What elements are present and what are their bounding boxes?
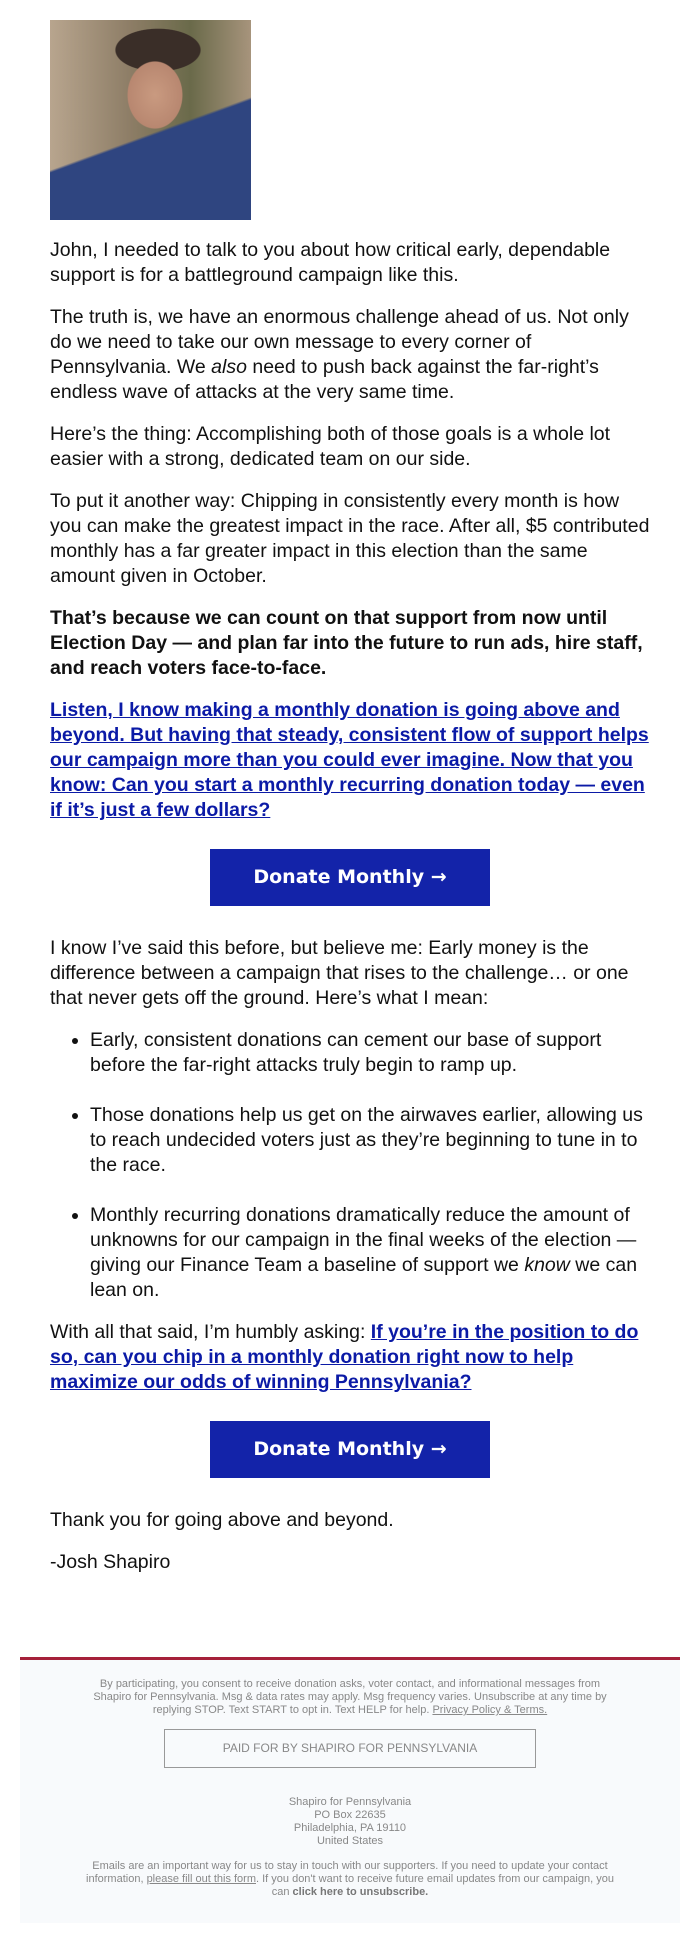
text: With all that said, I’m humbly asking: bbox=[50, 1321, 371, 1343]
list-item bbox=[90, 1203, 650, 1303]
text: . If you don't want to receive future email updates from our campaign, you can bbox=[256, 1873, 614, 1898]
bold-text: That’s because we can count on that support from now until Election Day — and plan far into the future to run ads, hire staff, and reach voters face-to-face. bbox=[50, 607, 643, 679]
privacy-policy-link[interactable]: Privacy Policy & Terms. bbox=[432, 1704, 548, 1716]
candidate-photo bbox=[50, 20, 251, 220]
text: we can lean on. bbox=[90, 1254, 638, 1301]
paid-for-box: PAID FOR BY SHAPIRO FOR PENNSYLVANIA bbox=[164, 1729, 536, 1768]
unsubscribe-link[interactable]: click here to unsubscribe. bbox=[292, 1886, 429, 1898]
emphasis: know bbox=[524, 1254, 570, 1276]
bullet-list bbox=[50, 1028, 650, 1303]
email-info bbox=[80, 1860, 620, 1899]
address-line: PO Box 22635 bbox=[314, 1809, 386, 1821]
paragraph: Here’s the thing: Accomplishing both of those goals is a whole lot easier with a strong, dedicated team on our side. bbox=[50, 423, 611, 470]
paragraph-bold bbox=[50, 606, 650, 681]
update-form-link[interactable]: please fill out this form bbox=[146, 1873, 256, 1885]
donation-ask-link-2[interactable]: If you’re in the position to do so, can you chip in a monthly donation right now to help maximize our odds of winning Pennsylvania? bbox=[50, 1321, 639, 1393]
paragraph: Thank you for going above and beyond. bbox=[50, 1509, 394, 1531]
list-item: • Those donations help us get on the airwaves earlier, allowing us to reach undecided voters just as they’re beginning to tune in to the race. bbox=[90, 1103, 650, 1178]
button-row bbox=[50, 1421, 650, 1478]
text: By participating, you consent to receive donation asks, voter contact, and informational messages from Shapiro for Pennsylvania. Msg & data rates may apply. Msg frequency varies. Unsubscribe at any time by replying STOP. Text START to opt in. Text HELP for help. bbox=[93, 1678, 607, 1716]
donation-ask-link[interactable]: Listen, I know making a monthly donation is going above and beyond. But having that steady, consistent flow of support helps our campaign more than you could ever imagine. Now that you know: Can you start a monthly recurring donation today — even if it’s just a few dollars? bbox=[50, 699, 649, 821]
paragraph: I know I’ve said this before, but believe me: Early money is the difference between a campaign that rises to the challenge… or one that never gets off the ground. Here’s what I mean: bbox=[50, 937, 629, 1009]
donate-monthly-button-2[interactable]: Donate Monthly → bbox=[210, 1421, 490, 1478]
paragraph bbox=[50, 698, 650, 823]
paragraph: John, I needed to talk to you about how critical early, dependable support is for a battleground campaign like this. bbox=[50, 239, 611, 286]
text: need to push back against the far-right’s endless wave of attacks at the very same time. bbox=[50, 356, 599, 403]
text: Monthly recurring donations dramatically reduce the amount of unknowns for our campaign in the final weeks of the election — giving our Finance Team a baseline of support we bbox=[90, 1204, 637, 1276]
address-line: United States bbox=[316, 1835, 384, 1847]
address bbox=[80, 1796, 620, 1848]
text: The truth is, we have an enormous challenge ahead of us. Not only do we need to take our own message to every corner of Pennsylvania. We bbox=[50, 306, 629, 378]
address-line: Shapiro for Pennsylvania bbox=[288, 1796, 412, 1808]
donate-monthly-button[interactable]: Donate Monthly → bbox=[210, 849, 490, 906]
text: Emails are an important way for us to stay in touch with our supporters. If you need to update your contact information, bbox=[86, 1860, 608, 1885]
consent-text bbox=[80, 1678, 620, 1717]
list-item: • Early, consistent donations can cement our base of support before the far-right attacks truly begin to ramp up. bbox=[90, 1028, 650, 1078]
button-row bbox=[50, 849, 650, 906]
paragraph bbox=[50, 1320, 650, 1395]
address-line: Philadelphia, PA 19110 bbox=[293, 1822, 407, 1834]
emphasis: also bbox=[211, 356, 247, 378]
signature: -Josh Shapiro bbox=[50, 1551, 171, 1573]
paragraph: To put it another way: Chipping in consistently every month is how you can make the greatest impact in the race. After all, $5 contributed monthly has a far greater impact in this election than the same amount given in October. bbox=[50, 490, 650, 587]
paragraph bbox=[50, 305, 650, 405]
footer bbox=[20, 1660, 680, 1923]
